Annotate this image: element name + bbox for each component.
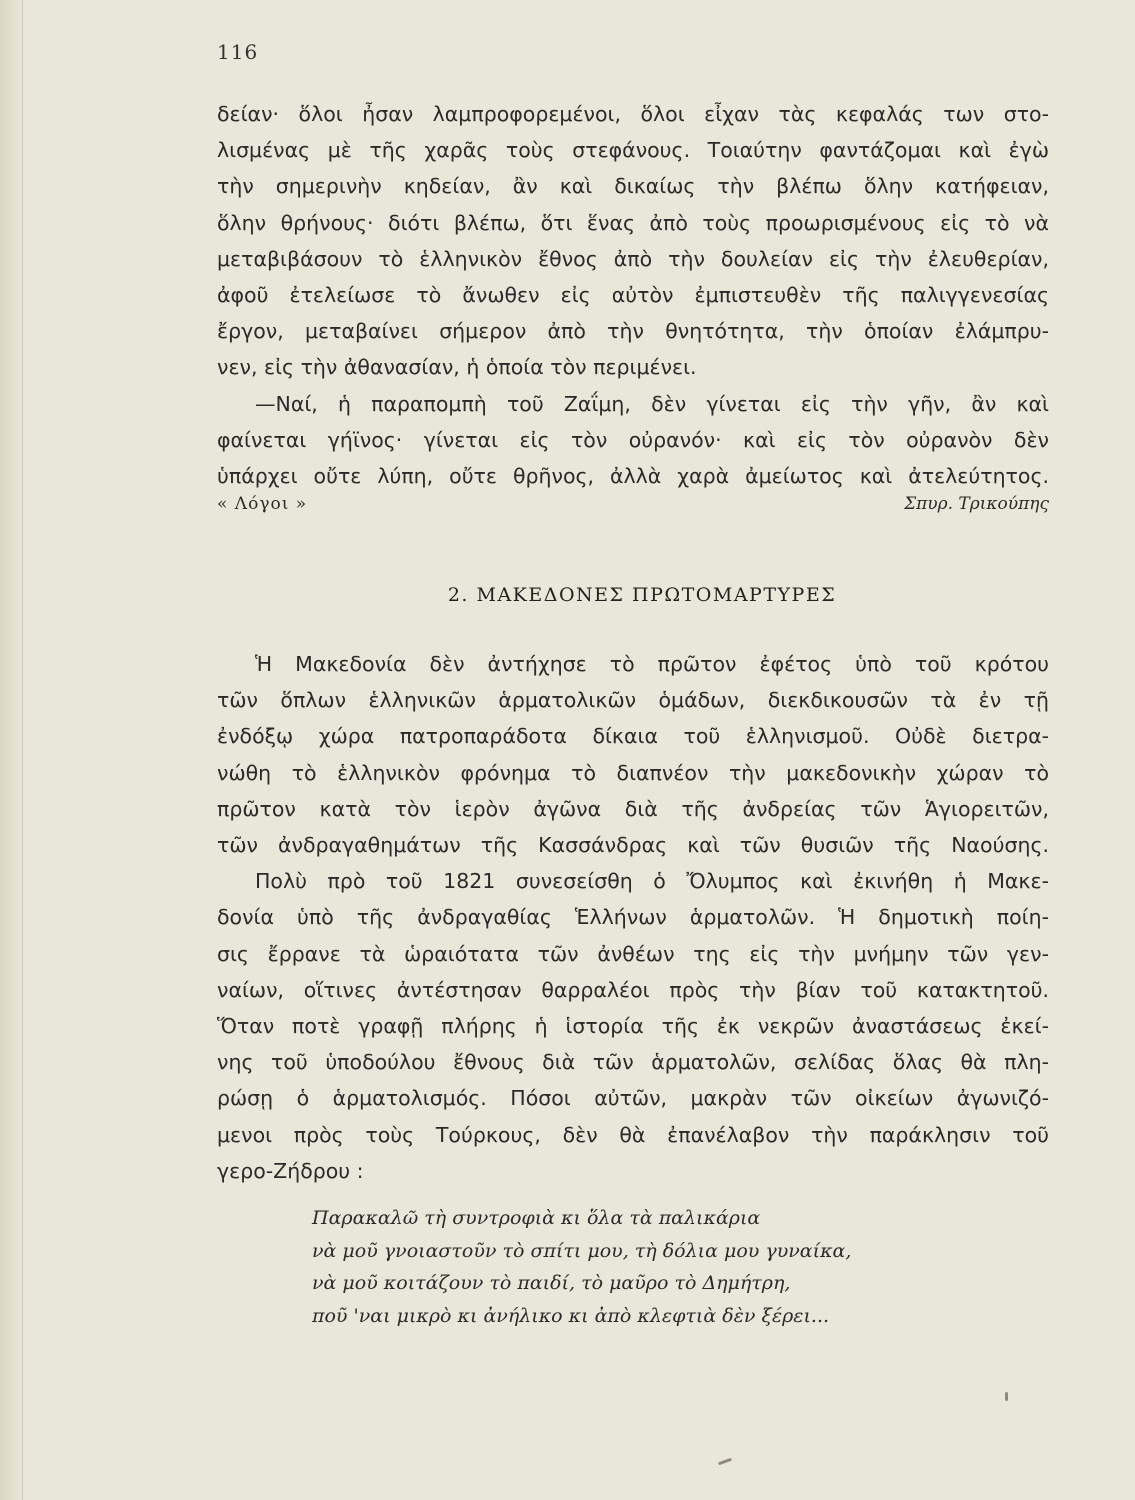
poem-verse: Παρακαλῶ τὴ συντροφιὰ κι ὅλα τὰ παλικάρια bbox=[312, 1207, 761, 1229]
text-line: ἀφοῦ ἐτελείωσε τὸ ἄνωθεν εἰς αὐτὸν ἐμπιστευθὲν τῆς παλιγγενεσίας bbox=[217, 283, 1049, 308]
poem-verse: νὰ μοῦ γνοιαστοῦν τὸ σπίτι μου, τὴ δόλια μου γυναίκα, bbox=[312, 1239, 852, 1262]
text-line: τῶν ὅπλων ἑλληνικῶν ἁρματολικῶν ὁμάδων, διεκδικουσῶν τὰ ἐν τῇ bbox=[217, 688, 1049, 713]
text-line: λισμένας μὲ τῆς χαρᾶς τοὺς στεφάνους. Τοιαύτην φαντάζομαι καὶ ἐγὼ bbox=[217, 138, 1049, 163]
text-line: τὴν σημερινὴν κηδείαν, ἂν καὶ δικαίως τὴν βλέπω ὅλην κατήφειαν, bbox=[217, 174, 1049, 199]
text-line: Πολὺ πρὸ τοῦ 1821 συνεσείσθη ὁ Ὄλυμπος καὶ ἐκινήθη ἡ Μακε- bbox=[255, 869, 1049, 894]
attribution-author: Σπυρ. Τρικούπης bbox=[904, 494, 1049, 514]
text-line: νης τοῦ ὑποδούλου ἔθνους διὰ τῶν ἁρματολῶν, σελίδας ὅλας θὰ πλη- bbox=[217, 1050, 1049, 1075]
text-line: ρώσῃ ὁ ἁρματολισμός. Πόσοι αὐτῶν, μακρὰν τῶν οἰκείων ἀγωνιζό- bbox=[217, 1086, 1049, 1111]
text-line: δείαν· ὅλοι ἦσαν λαμπροφορεμένοι, ὅλοι εἶχαν τὰς κεφαλάς των στο- bbox=[217, 102, 1049, 126]
text-line: φαίνεται γήϊνος· γίνεται εἰς τὸν οὐρανόν· καὶ εἰς τὸν οὐρανὸν δὲν bbox=[217, 427, 1049, 452]
text-line: σις ἔρρανε τὰ ὡραιότατα τῶν ἀνθέων της εἰς τὴν μνήμην τῶν γεν- bbox=[217, 941, 1049, 966]
text-line: ὑπάρχει οὔτε λύπη, οὔτε θρῆνος, ἀλλὰ χαρὰ ἀμείωτος καὶ ἀτελεύτητος. bbox=[217, 464, 1049, 489]
text-line: δονία ὑπὸ τῆς ἀνδραγαθίας Ἑλλήνων ἁρματολῶν. Ἡ δημοτικὴ ποίη- bbox=[217, 905, 1049, 930]
poem-verse: νὰ μοῦ κοιτάζουν τὸ παιδί, τὸ μαῦρο τὸ Δημήτρη, bbox=[312, 1272, 791, 1294]
text-line: πρῶτον κατὰ τὸν ἱερὸν ἀγῶνα διὰ τῆς ἀνδρείας τῶν Ἁγιορειτῶν, bbox=[217, 796, 1049, 821]
poem-excerpt bbox=[312, 1202, 1012, 1332]
text-line: ὅλην θρήνους· διότι βλέπω, ὅτι ἕνας ἀπὸ τοὺς προωρισμένους εἰς τὸ νὰ bbox=[217, 210, 1049, 235]
attribution-source: « Λόγοι » bbox=[217, 494, 308, 514]
paper-speck bbox=[1005, 1392, 1008, 1401]
page-number: 116 bbox=[217, 40, 259, 64]
text-line: νώθη τὸ ἑλληνικὸν φρόνημα τὸ διαπνέον τὴν μακεδονικὴν χώραν τὸ bbox=[217, 760, 1049, 785]
body-text-section bbox=[217, 646, 1049, 1189]
text-line: ἐνδόξῳ χώρα πατροπαράδοτα δίκαια τοῦ ἑλληνισμοῦ. Οὐδὲ διετρα- bbox=[217, 724, 1049, 749]
text-line: ἔργον, μεταβαίνει σήμερον ἀπὸ τὴν θνητότητα, τὴν ὁποίαν ἐλάμπρυ- bbox=[217, 319, 1049, 344]
text-line: μεταβιβάσουν τὸ ἑλληνικὸν ἔθνος ἀπὸ τὴν δουλείαν εἰς τὴν ἐλευθερίαν, bbox=[217, 246, 1049, 271]
section-heading: 2. ΜΑΚΕΔΟΝΕΣ ΠΡΩΤΟΜΑΡΤΥΡΕΣ bbox=[447, 584, 837, 606]
quote-attribution bbox=[217, 494, 1049, 514]
text-line: τῶν ἀνδραγαθημάτων τῆς Κασσάνδρας καὶ τῶν θυσιῶν τῆς Ναούσης. bbox=[217, 833, 1049, 858]
text-line: μενοι πρὸς τοὺς Τούρκους, δὲν θὰ ἐπανέλαβον τὴν παράκλησιν τοῦ bbox=[217, 1122, 1049, 1147]
text-line: Ὅταν ποτὲ γραφῇ πλήρης ἡ ἱστορία τῆς ἐκ νεκρῶν ἀναστάσεως ἐκεί- bbox=[217, 1014, 1049, 1039]
text-line: ναίων, οἵτινες ἀντέστησαν θαρραλέοι πρὸς τὴν βίαν τοῦ κατακτητοῦ. bbox=[217, 977, 1049, 1002]
poem-verse: ποῦ 'ναι μικρὸ κι ἀνήλικο κι ἀπὸ κλεφτιὰ δὲν ξέρει... bbox=[312, 1304, 830, 1327]
text-line: γερο-Ζήδρου : bbox=[217, 1158, 364, 1183]
text-line: Ἡ Μακεδονία δὲν ἀντήχησε τὸ πρῶτον ἐφέτος ὑπὸ τοῦ κρότου bbox=[255, 652, 1049, 676]
text-line: —Ναί, ἡ παραπομπὴ τοῦ Ζαΐμη, δὲν γίνεται εἰς τὴν γῆν, ἂν καὶ bbox=[255, 391, 1049, 416]
text-line: νεν, εἰς τὴν ἀθανασίαν, ἡ ὁποία τὸν περιμένει. bbox=[217, 355, 697, 380]
paper-speck bbox=[718, 1458, 732, 1466]
body-text-top bbox=[217, 96, 1049, 494]
page-binding-edge bbox=[0, 0, 26, 1500]
